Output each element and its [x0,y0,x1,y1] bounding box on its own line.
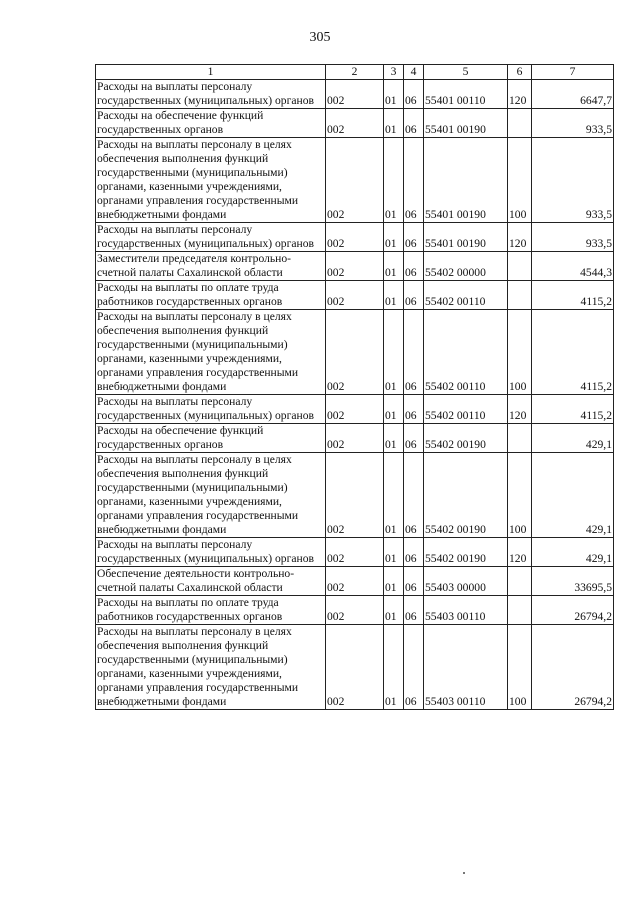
table-row [96,109,614,138]
table-cell-col-5: 55402 00190 [424,453,508,538]
table-cell-col-2: 002 [326,567,384,596]
table-cell-col-2: 002 [326,596,384,625]
table-cell-col-7: 429,1 [532,538,614,567]
table-body [96,80,614,710]
table-cell-col-7: 26794,2 [532,596,614,625]
table-row [96,252,614,281]
table-cell-col-5: 55403 00110 [424,596,508,625]
table-cell-col-3: 01 [384,138,404,223]
table-cell-col-3: 01 [384,596,404,625]
table-cell-col-6: 100 [508,138,532,223]
budget-table [95,64,614,710]
table-cell-col-2: 002 [326,453,384,538]
table-cell-col-3: 01 [384,223,404,252]
header-col-3: 3 [384,65,404,80]
table-row [96,395,614,424]
table-cell-col-7: 933,5 [532,223,614,252]
table-cell-col-6: 100 [508,625,532,710]
table-cell-col-2: 002 [326,424,384,453]
table-cell-col-4: 06 [404,424,424,453]
table-cell-col-3: 01 [384,567,404,596]
table-cell-col-7: 6647,7 [532,80,614,109]
table-cell-col-1: Расходы на выплаты персоналу в целях обеспечения выполнения функций государственными (муниципальными) органами, казенными учреждениями, органами управления государственными внебюджетными фондами [96,453,326,538]
table-cell-col-7: 933,5 [532,138,614,223]
table-cell-col-7: 429,1 [532,424,614,453]
table-cell-col-5: 55402 00110 [424,395,508,424]
table-cell-col-2: 002 [326,223,384,252]
header-col-6: 6 [508,65,532,80]
table-cell-col-4: 06 [404,625,424,710]
table-cell-col-6 [508,567,532,596]
table-cell-col-1: Обеспечение деятельности контрольно-счетной палаты Сахалинской области [96,567,326,596]
table-row [96,453,614,538]
table-cell-col-1: Расходы на выплаты персоналу государственных (муниципальных) органов [96,80,326,109]
scan-dot [463,872,465,874]
table-cell-col-6 [508,109,532,138]
table-cell-col-3: 01 [384,281,404,310]
table-cell-col-3: 01 [384,395,404,424]
header-col-5: 5 [424,65,508,80]
table-row [96,310,614,395]
table-cell-col-4: 06 [404,223,424,252]
table-cell-col-3: 01 [384,109,404,138]
table-cell-col-5: 55402 00000 [424,252,508,281]
table-cell-col-6 [508,281,532,310]
table-row [96,138,614,223]
table-cell-col-3: 01 [384,424,404,453]
table-cell-col-7: 4115,2 [532,310,614,395]
table-cell-col-4: 06 [404,109,424,138]
table-cell-col-4: 06 [404,596,424,625]
table-cell-col-6: 100 [508,453,532,538]
table-cell-col-1: Расходы на обеспечение функций государственных органов [96,424,326,453]
table-cell-col-1: Расходы на выплаты персоналу государственных (муниципальных) органов [96,538,326,567]
table-cell-col-4: 06 [404,138,424,223]
table-cell-col-7: 4115,2 [532,395,614,424]
table-cell-col-2: 002 [326,395,384,424]
table-cell-col-1: Расходы на выплаты персоналу в целях обеспечения выполнения функций государственными (муниципальными) органами, казенными учреждениями, органами управления государственными внебюджетными фондами [96,310,326,395]
table-cell-col-5: 55402 00110 [424,310,508,395]
header-col-1: 1 [96,65,326,80]
table-cell-col-4: 06 [404,538,424,567]
table-cell-col-6: 100 [508,310,532,395]
table-cell-col-3: 01 [384,538,404,567]
header-col-2: 2 [326,65,384,80]
table-cell-col-2: 002 [326,538,384,567]
table-cell-col-1: Расходы на выплаты персоналу в целях обеспечения выполнения функций государственными (муниципальными) органами, казенными учреждениями, органами управления государственными внебюджетными фондами [96,138,326,223]
table-cell-col-1: Заместители председателя контрольно-счетной палаты Сахалинской области [96,252,326,281]
table-row [96,567,614,596]
page-number: 305 [309,30,331,45]
table-row [96,538,614,567]
table-cell-col-7: 4115,2 [532,281,614,310]
table-row [96,596,614,625]
table-cell-col-2: 002 [326,310,384,395]
table-cell-col-4: 06 [404,310,424,395]
table-cell-col-5: 55401 00190 [424,223,508,252]
table-cell-col-6: 120 [508,395,532,424]
table-cell-col-2: 002 [326,281,384,310]
header-col-7: 7 [532,65,614,80]
table-cell-col-5: 55403 00000 [424,567,508,596]
header-col-4: 4 [404,65,424,80]
table-cell-col-5: 55402 00110 [424,281,508,310]
table-cell-col-6: 120 [508,223,532,252]
table-cell-col-6 [508,252,532,281]
table-cell-col-5: 55401 00190 [424,138,508,223]
table-cell-col-6: 120 [508,80,532,109]
table-header [96,65,614,80]
table-cell-col-2: 002 [326,252,384,281]
table-cell-col-7: 4544,3 [532,252,614,281]
table-cell-col-5: 55403 00110 [424,625,508,710]
table-cell-col-7: 26794,2 [532,625,614,710]
table-cell-col-2: 002 [326,625,384,710]
table-cell-col-7: 33695,5 [532,567,614,596]
table-cell-col-4: 06 [404,567,424,596]
table-cell-col-5: 55401 00110 [424,80,508,109]
table-cell-col-4: 06 [404,453,424,538]
table-cell-col-2: 002 [326,109,384,138]
table-row [96,281,614,310]
table-cell-col-3: 01 [384,625,404,710]
header-row [96,65,614,80]
table-cell-col-3: 01 [384,453,404,538]
table-cell-col-4: 06 [404,395,424,424]
table-cell-col-2: 002 [326,80,384,109]
table-cell-col-3: 01 [384,80,404,109]
table-cell-col-3: 01 [384,252,404,281]
table-cell-col-4: 06 [404,252,424,281]
table-row [96,223,614,252]
table-row [96,625,614,710]
table-cell-col-5: 55401 00190 [424,109,508,138]
table-cell-col-3: 01 [384,310,404,395]
table-row [96,80,614,109]
table-cell-col-1: Расходы на выплаты персоналу в целях обеспечения выполнения функций государственными (муниципальными) органами, казенными учреждениями, органами управления государственными внебюджетными фондами [96,625,326,710]
table-cell-col-6 [508,424,532,453]
table-cell-col-1: Расходы на выплаты по оплате труда работников государственных органов [96,596,326,625]
table-cell-col-6 [508,596,532,625]
table-cell-col-1: Расходы на обеспечение функций государственных органов [96,109,326,138]
table-cell-col-7: 429,1 [532,453,614,538]
table-cell-col-6: 120 [508,538,532,567]
table-cell-col-5: 55402 00190 [424,424,508,453]
table-cell-col-7: 933,5 [532,109,614,138]
table-cell-col-1: Расходы на выплаты персоналу государственных (муниципальных) органов [96,223,326,252]
table-cell-col-1: Расходы на выплаты персоналу государственных (муниципальных) органов [96,395,326,424]
table-cell-col-1: Расходы на выплаты по оплате труда работников государственных органов [96,281,326,310]
table-cell-col-5: 55402 00190 [424,538,508,567]
table-cell-col-4: 06 [404,80,424,109]
table-row [96,424,614,453]
table-cell-col-4: 06 [404,281,424,310]
table-cell-col-2: 002 [326,138,384,223]
